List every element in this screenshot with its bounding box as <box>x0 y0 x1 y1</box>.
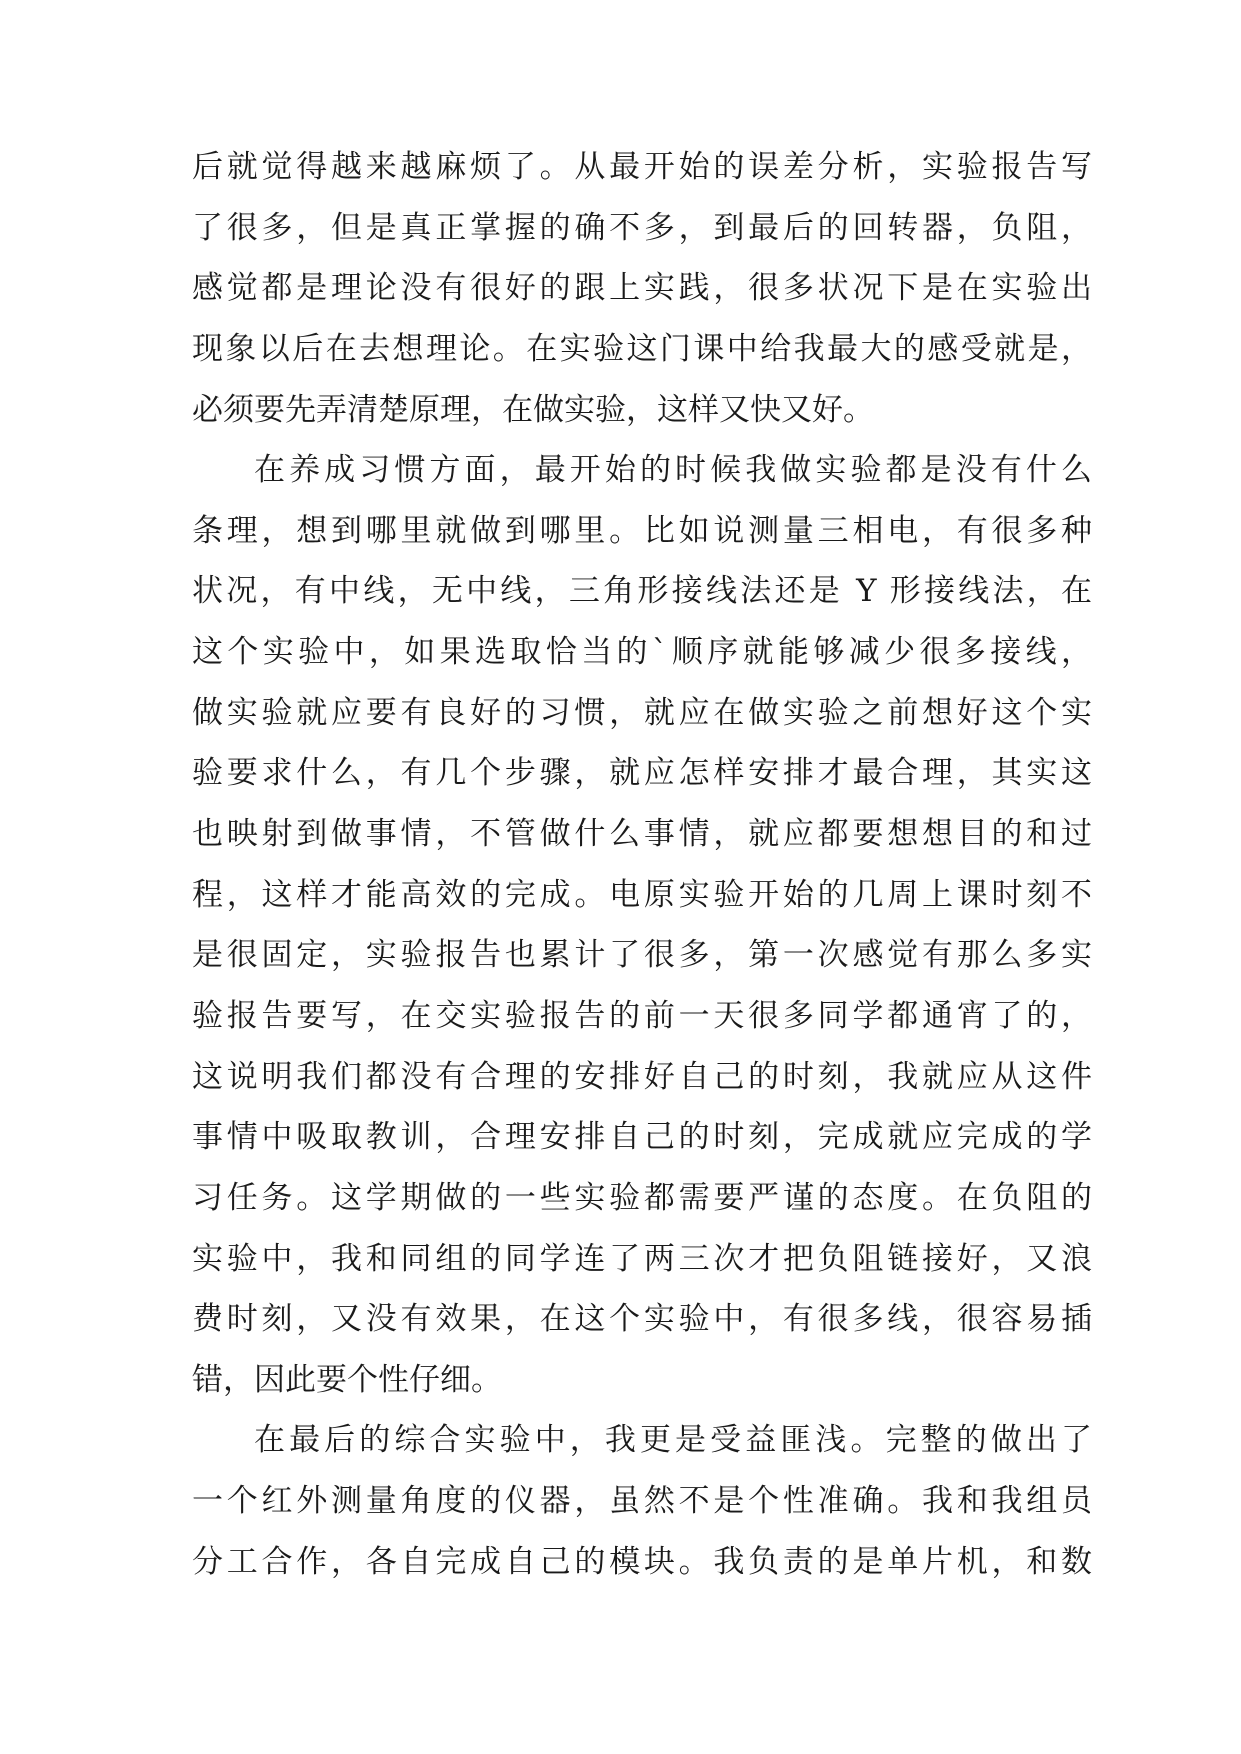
text-line-11: 验要求什么，有几个步骤，就应怎样安排才最合理，其实这 <box>192 755 1092 792</box>
text-line-5: 必须要先弄清楚原理，在做实验，这样又快又好。 <box>192 391 874 428</box>
body-text <box>192 137 1092 1592</box>
text-line-14: 是很固定，实验报告也累计了很多，第一次感觉有那么多实 <box>192 937 1092 974</box>
text-line-21: 错，因此要个性仔细。 <box>192 1361 502 1398</box>
text-line-10: 做实验就应要有良好的习惯，就应在做实验之前想好这个实 <box>192 694 1092 731</box>
text-line-24: 分工合作，各自完成自己的模块。我负责的是单片机，和数 <box>192 1543 1092 1580</box>
text-line-7: 条理，想到哪里就做到哪里。比如说测量三相电，有很多种 <box>192 512 1092 549</box>
text-line-18: 习任务。这学期做的一些实验都需要严谨的态度。在负阻的 <box>192 1179 1092 1216</box>
text-line-12: 也映射到做事情，不管做什么事情，就应都要想想目的和过 <box>192 816 1092 853</box>
text-line-1: 后就觉得越来越麻烦了。从最开始的误差分析，实验报告写 <box>192 149 1092 185</box>
text-line-23: 一个红外测量角度的仪器，虽然不是个性准确。我和我组员 <box>192 1483 1092 1520</box>
text-line-2: 了很多，但是真正掌握的确不多，到最后的回转器，负阻， <box>192 209 1092 246</box>
text-line-16: 这说明我们都没有合理的安排好自己的时刻，我就应从这件 <box>192 1058 1092 1095</box>
text-line-15: 验报告要写，在交实验报告的前一天很多同学都通宵了的， <box>192 997 1092 1034</box>
text-line-8: 状况，有中线，无中线，三角形接线法还是 Y 形接线法，在 <box>192 573 1092 610</box>
text-line-13: 程，这样才能高效的完成。电原实验开始的几周上课时刻不 <box>192 876 1092 913</box>
text-line-3: 感觉都是理论没有很好的跟上实践，很多状况下是在实验出 <box>192 270 1092 307</box>
text-line-4: 现象以后在去想理论。在实验这门课中给我最大的感受就是， <box>192 330 1092 367</box>
text-line-6: 在养成习惯方面，最开始的时候我做实验都是没有什么 <box>254 452 1092 489</box>
text-line-20: 费时刻，又没有效果，在这个实验中，有很多线，很容易插 <box>192 1301 1092 1338</box>
text-line-19: 实验中，我和同组的同学连了两三次才把负阻链接好，又浪 <box>192 1240 1092 1277</box>
text-line-17: 事情中吸取教训，合理安排自己的时刻，完成就应完成的学 <box>192 1119 1092 1156</box>
text-line-22: 在最后的综合实验中，我更是受益匪浅。完整的做出了 <box>254 1422 1092 1459</box>
text-line-9: 这个实验中，如果选取恰当的`顺序就能够减少很多接线， <box>192 634 1092 671</box>
